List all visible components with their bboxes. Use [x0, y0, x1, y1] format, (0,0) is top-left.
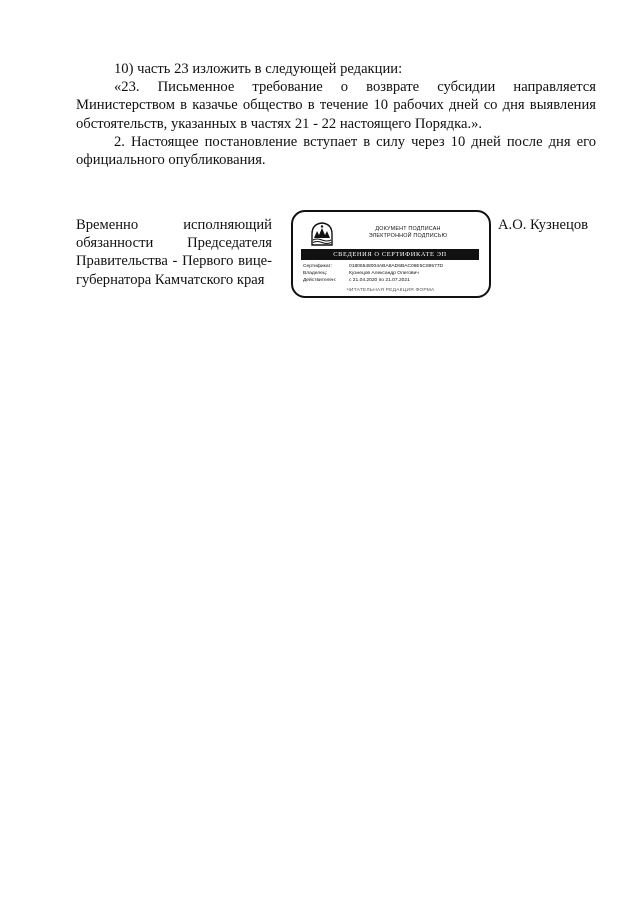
validity-row	[303, 277, 483, 284]
signer-name: А.О. Кузнецов	[498, 217, 589, 233]
stamp-header	[343, 226, 473, 240]
certificate-details	[303, 263, 483, 285]
certificate-row	[303, 263, 483, 270]
owner-value: Кузнецов Александр Олегович	[349, 271, 419, 277]
signer-position	[76, 216, 272, 289]
owner-row	[303, 270, 483, 277]
owner-label: Владелец:	[303, 271, 327, 277]
signer-position-line: губернатора Камчатского края	[76, 271, 265, 288]
electronic-signature-stamp	[291, 210, 491, 298]
signer-position-line: Временно исполняющий	[76, 217, 272, 233]
stamp-header-line: ЭЛЕКТРОННОЙ ПОДПИСЬЮ	[368, 233, 448, 239]
certificate-value: 01806548004ABA8AD6BAC06E5C89577D	[349, 264, 444, 269]
validity-value: с 21.04.2020 по 21.07.2021	[349, 278, 410, 284]
stamp-header-line: ДОКУМЕНТ ПОДПИСАН	[375, 226, 441, 232]
document-body	[76, 60, 596, 169]
certificate-info-bar: СВЕДЕНИЯ О СЕРТИФИКАТЕ ЭП	[301, 249, 479, 260]
coat-of-arms-icon	[309, 221, 335, 247]
signer-position-line: обязанности Председателя	[76, 235, 272, 252]
paragraph-amendment-text: «23. Письменное требование о возврате субсидии направляется Министерством в казачье общество в течение 10 рабочих дней со дня выявления обстоятельств, указанных в частях 21 - 22 настоящего Порядка.».	[76, 79, 596, 132]
signer-position-line: Правительства - Первого вице-	[76, 253, 272, 270]
stamp-footer: ЧИТАТЕЛЬНАЯ РЕДАКЦИЯ ФОРМА	[346, 288, 435, 293]
certificate-label: Сертификат:	[303, 264, 333, 269]
paragraph-amendment-intro: 10) часть 23 изложить в следующей редакции:	[114, 61, 403, 77]
validity-label: Действителен:	[303, 278, 337, 284]
paragraph-effective-date: 2. Настоящее постановление вступает в силу через 10 дней после дня его официального опубликования.	[76, 133, 596, 169]
